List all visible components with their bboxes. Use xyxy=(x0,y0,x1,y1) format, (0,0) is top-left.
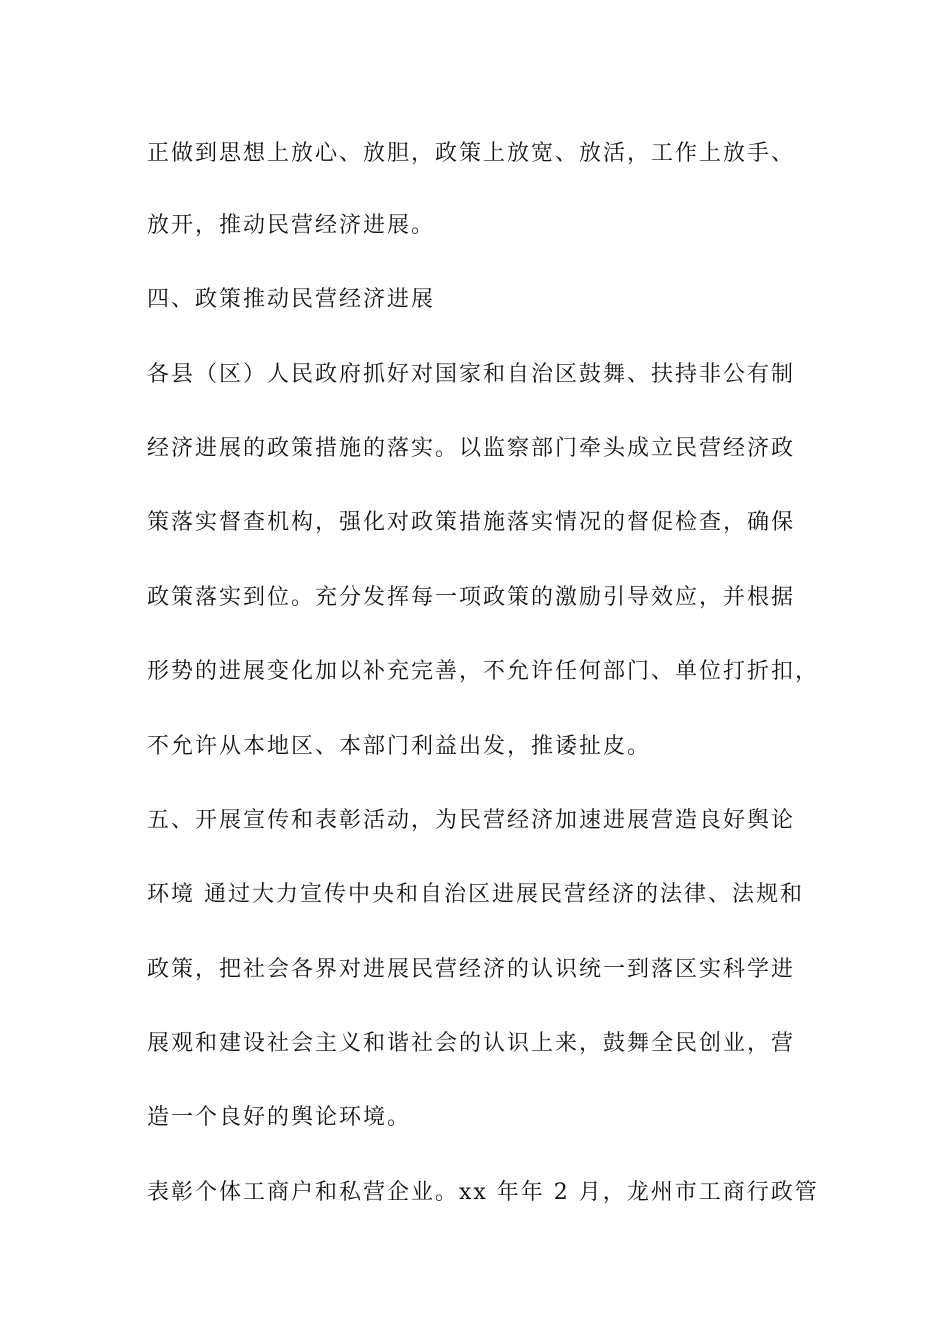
text-line-11: 环境 通过大力宣传中央和自治区进展民营经济的法律、法规和 xyxy=(147,882,804,907)
text-line-6: 策落实督查机构，强化对政策措施落实情况的督促检查，确保 xyxy=(147,510,796,535)
text-line-9: 不允许从本地区、本部门利益出发，推诿扯皮。 xyxy=(147,734,652,759)
text-line-15: 表彰个体工商户和私营企业。xx 年年 2 月，龙州市工商行政管 xyxy=(147,1180,819,1205)
text-line-13: 展观和建设社会主义和谐社会的认识上来，鼓舞全民创业，营 xyxy=(147,1031,796,1056)
text-line-4: 各县（区）人民政府抓好对国家和自治区鼓舞、扶持非公有制 xyxy=(147,362,796,387)
text-line-2: 放开，推动民营经济进展。 xyxy=(147,213,436,238)
text-line-14: 造一个良好的舆论环境。 xyxy=(147,1105,412,1130)
text-line-5: 经济进展的政策措施的落实。以监察部门牵头成立民营经济政 xyxy=(147,436,796,461)
section-heading-4: 四、政策推动民营经济进展 xyxy=(147,287,436,312)
text-line-12: 政策，把社会各界对进展民营经济的认识统一到落区实科学进 xyxy=(147,957,796,982)
text-line-1: 正做到思想上放心、放胆，政策上放宽、放活，工作上放手、 xyxy=(147,141,796,166)
text-line-8: 形势的进展变化加以补充完善，不允许任何部门、单位打折扣， xyxy=(147,659,820,684)
section-heading-5: 五、开展宣传和表彰活动，为民营经济加速进展营造良好舆论 xyxy=(147,808,796,833)
text-line-7: 政策落实到位。充分发挥每一项政策的激励引导效应，并根据 xyxy=(147,585,796,610)
